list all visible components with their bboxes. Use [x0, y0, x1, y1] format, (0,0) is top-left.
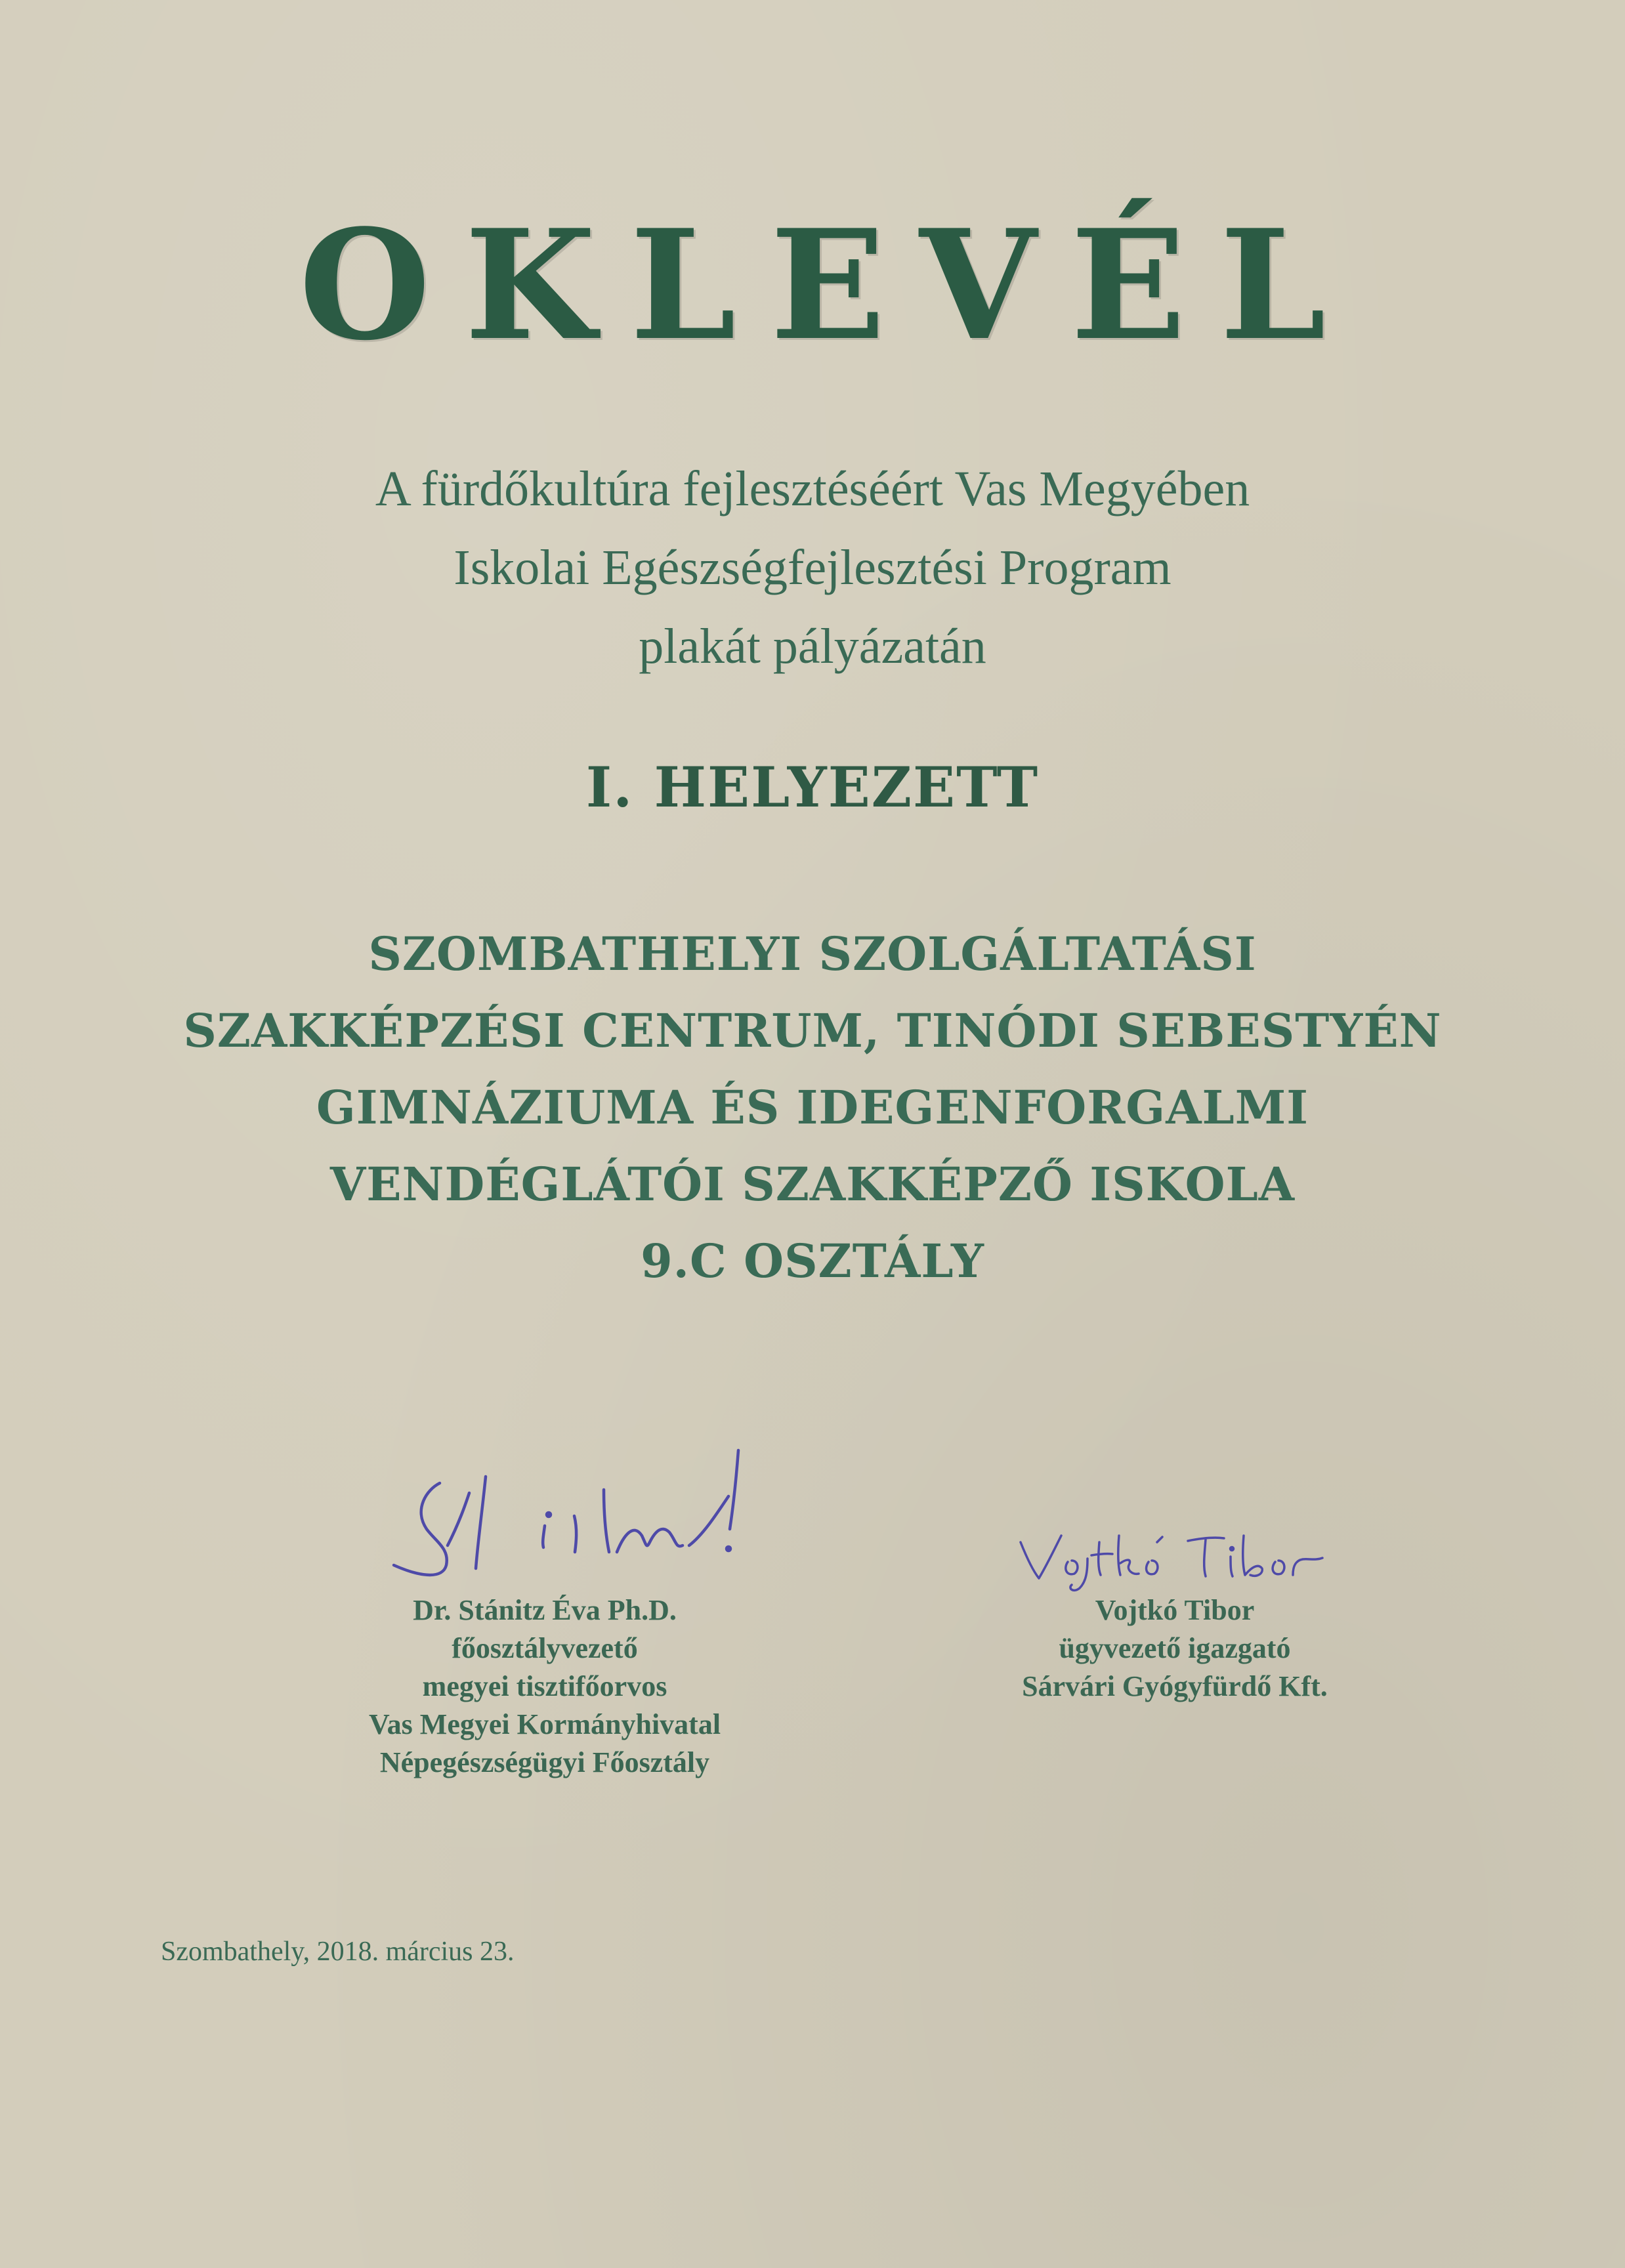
recipient-name	[0, 915, 1625, 1299]
place-date: Szombathely, 2018. március 23.	[161, 1937, 515, 1967]
signatory-title: megyei tisztifőorvos	[422, 1670, 667, 1702]
right-signature	[1014, 1522, 1336, 1595]
signatory-title: főosztályvezető	[452, 1632, 638, 1664]
right-signatory	[939, 1591, 1411, 1706]
signatory-title: Vas Megyei Kormányhivatal	[368, 1708, 721, 1740]
intro-line: Iskolai Egészségfejlesztési Program	[454, 540, 1171, 595]
intro-line: plakát pályázatán	[639, 619, 986, 674]
signatory-name: Dr. Stánitz Éva Ph.D.	[413, 1594, 677, 1626]
recipient-line: GIMNÁZIUMA ÉS IDEGENFORGALMI	[316, 1080, 1309, 1135]
signatory-title: Sárvári Gyógyfürdő Kft.	[1022, 1670, 1328, 1702]
intro-line: A fürdőkultúra fejlesztéséért Vas Megyében	[375, 461, 1250, 516]
signatory-name: Vojtkó Tibor	[1095, 1594, 1255, 1626]
left-signatory	[282, 1591, 807, 1782]
signatory-title: Népegészségügyi Főosztály	[379, 1746, 710, 1778]
document-title: OKLEVÉL	[299, 197, 1361, 374]
rank-heading: I. HELYEZETT	[585, 755, 1040, 820]
recipient-line: SZAKKÉPZÉSI CENTRUM, TINÓDI SEBESTYÉN	[183, 1003, 1442, 1058]
left-signature	[387, 1437, 768, 1588]
intro-text	[0, 450, 1625, 686]
recipient-line: SZOMBATHELYI SZOLGÁLTATÁSI	[368, 927, 1257, 981]
signatory-title: ügyvezető igazgató	[1059, 1632, 1291, 1664]
recipient-line: 9.C OSZTÁLY	[640, 1234, 985, 1288]
recipient-line: VENDÉGLÁTÓI SZAKKÉPZŐ ISKOLA	[329, 1157, 1296, 1211]
